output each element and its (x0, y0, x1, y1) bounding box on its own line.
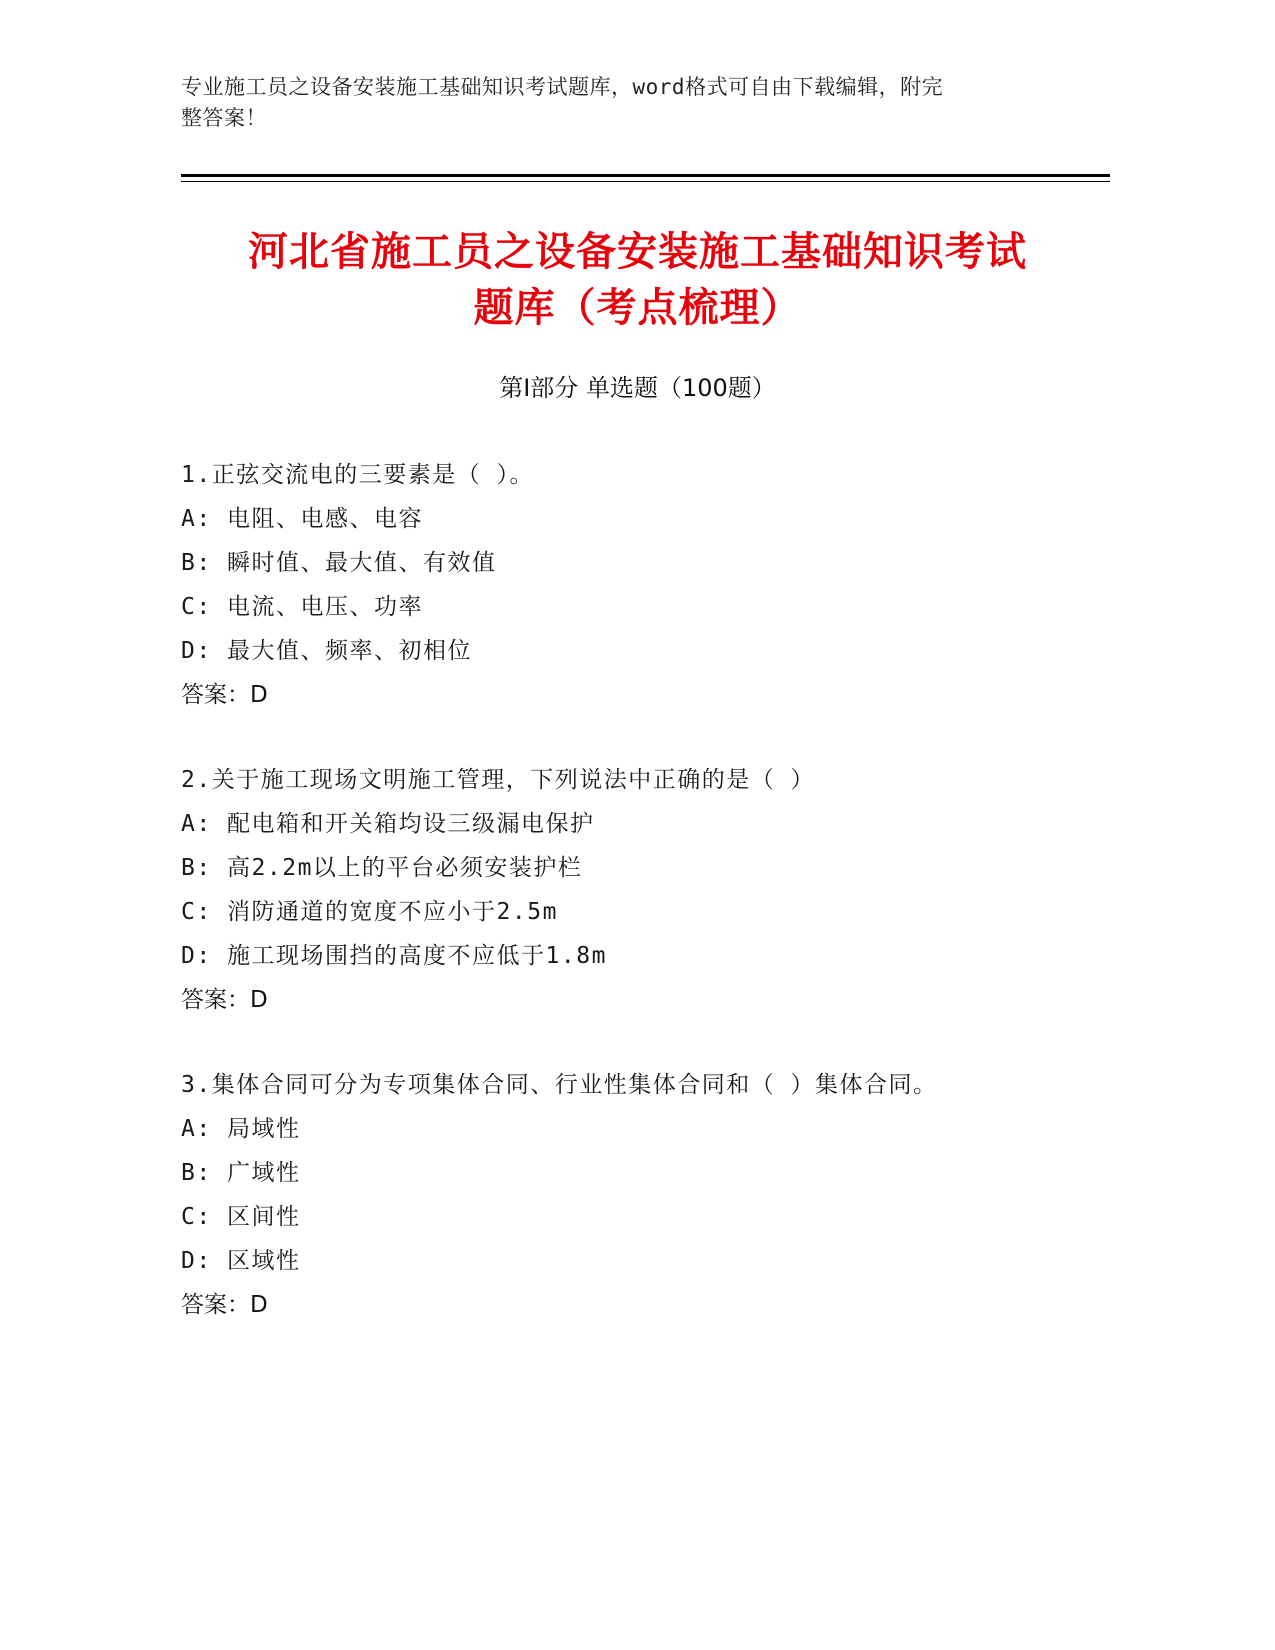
header-note-line-1: 专业施工员之设备安装施工基础知识考试题库，word格式可自由下载编辑，附完 (181, 75, 944, 99)
option-b: B: 瞬时值、最大值、有效值 (181, 550, 497, 576)
option-d: D: 施工现场围挡的高度不应低于1.8m (181, 943, 607, 969)
header-divider-thick (181, 174, 1110, 177)
question-stem: 2.关于施工现场文明施工管理，下列说法中正确的是（ ） (181, 767, 816, 793)
header-note (181, 72, 1041, 134)
title-line-2: 题库（考点梳理） (473, 285, 802, 331)
question-1 (181, 453, 1131, 717)
option-c: C: 区间性 (181, 1204, 301, 1230)
option-b: B: 高2.2m以上的平台必须安装护栏 (181, 855, 583, 881)
document-title (150, 224, 1125, 336)
answer: 答案：D (181, 1292, 268, 1318)
question-2 (181, 758, 1131, 1022)
option-a: A: 配电箱和开关箱均设三级漏电保护 (181, 811, 595, 837)
option-d: D: 最大值、频率、初相位 (181, 638, 473, 664)
option-c: C: 电流、电压、功率 (181, 594, 424, 620)
question-stem: 1.正弦交流电的三要素是（ ）。 (181, 462, 535, 488)
question-3 (181, 1063, 1131, 1327)
title-line-1: 河北省施工员之设备安装施工基础知识考试 (248, 229, 1027, 275)
option-c: C: 消防通道的宽度不应小于2.5m (181, 899, 558, 925)
header-note-line-2: 整答案！ (181, 106, 267, 130)
header-divider-thin (181, 181, 1110, 182)
answer: 答案：D (181, 987, 268, 1013)
option-d: D: 区域性 (181, 1248, 301, 1274)
answer: 答案：D (181, 682, 268, 708)
section-title: 第Ⅰ部分 单选题（100题） (499, 374, 776, 402)
question-stem: 3.集体合同可分为专项集体合同、行业性集体合同和（ ）集体合同。 (181, 1072, 938, 1098)
option-a: A: 电阻、电感、电容 (181, 506, 424, 532)
option-b: B: 广域性 (181, 1160, 301, 1186)
option-a: A: 局域性 (181, 1116, 301, 1142)
